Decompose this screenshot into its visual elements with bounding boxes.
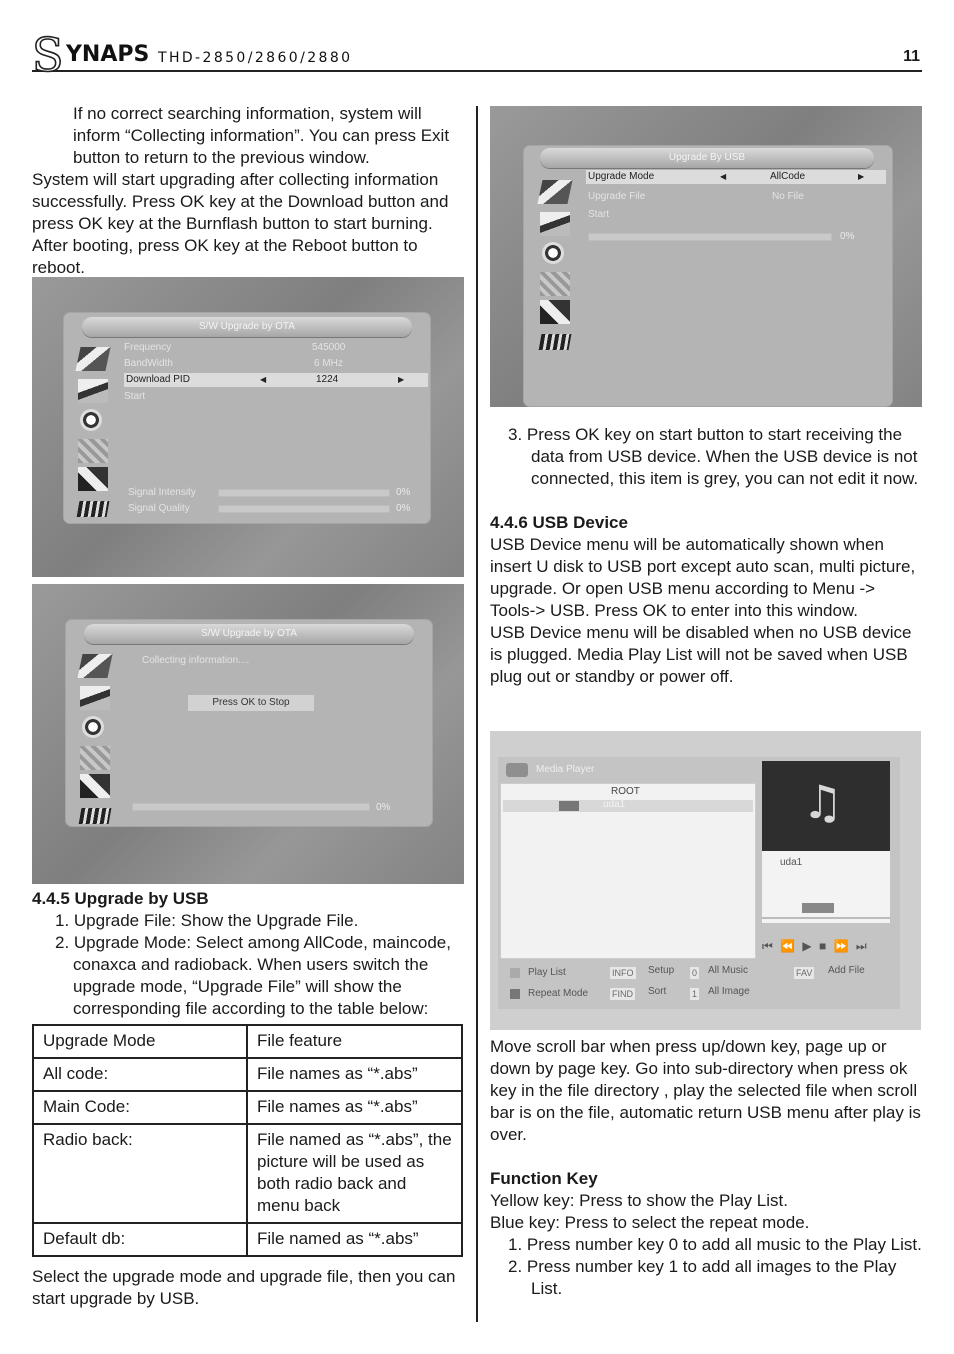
signal-quality-pct: 0% bbox=[396, 503, 411, 514]
table-row bbox=[33, 1091, 462, 1124]
find-key: FIND bbox=[612, 989, 633, 999]
ota-menu-icons bbox=[72, 343, 118, 523]
ota-screenshot bbox=[32, 277, 464, 577]
function-line: Blue key: Press to select the repeat mode. bbox=[490, 1213, 810, 1232]
section-usb-upgrade bbox=[32, 888, 466, 1020]
list-item: 2. Upgrade Mode: Select among AllCode, maincode, conaxca and radioback. When users switch the upgrade mode, “Upgrade File” will show the corresponding file according to the table below: bbox=[55, 933, 451, 1018]
legend-sort: Sort bbox=[648, 986, 667, 997]
closing-paragraph: Select the upgrade mode and upgrade file, then you can start upgrade by USB. bbox=[32, 1267, 456, 1308]
tools-icon bbox=[540, 272, 570, 296]
table-header-row bbox=[33, 1025, 462, 1058]
media-player-screenshot bbox=[490, 731, 921, 1030]
signal-intensity-label: Signal Intensity bbox=[128, 487, 196, 498]
left-arrow-icon: ◀ bbox=[260, 375, 267, 384]
blue-key-icon bbox=[510, 989, 520, 999]
file-list[interactable] bbox=[500, 783, 756, 959]
list-item: 1. Press number key 0 to add all music to the Play List. bbox=[508, 1235, 922, 1254]
page-header bbox=[32, 28, 922, 82]
game-icon bbox=[78, 467, 108, 491]
folder-return-icon[interactable] bbox=[802, 903, 834, 913]
ota2-menu-icons bbox=[74, 650, 120, 830]
list-item[interactable]: uda1 bbox=[503, 800, 753, 812]
settings-icon bbox=[542, 242, 564, 264]
info-key: INFO bbox=[612, 968, 634, 978]
usb-device-paragraph: USB Device menu will be disabled when no USB device is plugged. Media Play List will not be saved when USB plug out or standby or power off. bbox=[490, 623, 912, 686]
settings-icon bbox=[82, 716, 104, 738]
page-number: 11 bbox=[903, 48, 920, 65]
intro-indented: If no correct searching information, system will inform “Collecting information”. You can press Exit button to return to the previous window. bbox=[73, 104, 450, 167]
ota-title: S/W Upgrade by OTA bbox=[82, 317, 412, 337]
ota-row-download-pid[interactable]: Download PID ◀ 1224 ▶ bbox=[124, 373, 428, 387]
legend-all-music: All Music bbox=[708, 965, 749, 976]
ota-row-frequency[interactable]: Frequency 545000 bbox=[124, 342, 346, 353]
table-row bbox=[33, 1124, 462, 1223]
usb-title: Upgrade By USB bbox=[540, 148, 874, 168]
picture-icon bbox=[537, 180, 572, 204]
settings-icon bbox=[80, 409, 102, 431]
table-cell: File names as “*.abs” bbox=[247, 1058, 462, 1091]
logo-initial: S bbox=[32, 28, 64, 82]
signal-intensity-bar bbox=[218, 489, 390, 497]
signal-intensity-pct: 0% bbox=[396, 487, 411, 498]
media-icon bbox=[79, 808, 112, 824]
section-title-usb-device: 4.4.6 USB Device bbox=[490, 513, 628, 532]
table-cell: Main Code: bbox=[33, 1091, 247, 1124]
legend-repeat-mode: Repeat Mode bbox=[528, 988, 589, 999]
usb-row-upgrade-mode[interactable]: Upgrade Mode ◀ AllCode ▶ bbox=[586, 170, 886, 184]
music-note-icon: ♫ bbox=[802, 775, 844, 829]
legend-add-file: Add File bbox=[828, 965, 865, 976]
media-icon bbox=[539, 334, 572, 350]
usb-menu-icons bbox=[534, 176, 580, 356]
navigation-paragraph: Move scroll bar when press up/down key, page up or down by page key. Go into sub-directory when press ok key in the file directory , play the selected file when scroll bar is on the file, automatic return USB menu after play is over. bbox=[490, 1037, 921, 1144]
usb-upgrade-screenshot bbox=[490, 106, 922, 407]
ota2-title: S/W Upgrade by OTA bbox=[84, 624, 414, 644]
ota2-progress-pct: 0% bbox=[376, 802, 391, 813]
list-item: 2. Press number key 1 to add all images to the Play List. bbox=[508, 1257, 897, 1298]
picture-icon bbox=[77, 654, 112, 678]
satellite-icon bbox=[78, 379, 108, 403]
yellow-key-icon bbox=[510, 968, 520, 978]
signal-quality-label: Signal Quality bbox=[128, 503, 190, 514]
logo-wordmark: YNAPS bbox=[66, 42, 150, 67]
current-directory: ROOT bbox=[611, 786, 640, 797]
usb-progress-bar bbox=[588, 233, 832, 241]
folder-icon bbox=[559, 801, 579, 811]
ota-row-bandwidth[interactable]: BandWidth 6 MHz bbox=[124, 358, 343, 369]
upgrade-mode-table bbox=[32, 1024, 463, 1257]
list-item: 1. Upgrade File: Show the Upgrade File. bbox=[55, 911, 359, 930]
right-text-upper bbox=[490, 424, 922, 688]
tools-icon bbox=[80, 746, 110, 770]
media-icon bbox=[77, 501, 110, 517]
game-icon bbox=[80, 774, 110, 798]
ota2-osd-panel bbox=[66, 620, 432, 826]
function-key-title: Function Key bbox=[490, 1169, 598, 1188]
table-cell: Default db: bbox=[33, 1223, 247, 1256]
picture-icon bbox=[75, 347, 110, 371]
table-header-cell: File feature bbox=[247, 1025, 462, 1058]
legend-setup: Setup bbox=[648, 965, 675, 976]
satellite-icon bbox=[540, 212, 570, 236]
left-intro bbox=[32, 103, 466, 279]
table-cell: File named as “*.abs”, the picture will be used as both radio back and menu back bbox=[247, 1124, 462, 1223]
ota2-progress-bar bbox=[132, 803, 370, 811]
usb-device-paragraph: USB Device menu will be automatically shown when insert U disk to USB port except auto scan, multi picture, upgrade. Or open USB menu according to Menu -> Tools-> USB. Press OK to enter into this window. bbox=[490, 535, 916, 620]
file-info-panel bbox=[762, 851, 890, 923]
table-cell: All code: bbox=[33, 1058, 247, 1091]
right-text-lower bbox=[490, 1036, 922, 1300]
table-header-cell: Upgrade Mode bbox=[33, 1025, 247, 1058]
ota-collecting-screenshot bbox=[32, 584, 464, 884]
table-row bbox=[33, 1223, 462, 1256]
game-icon bbox=[540, 300, 570, 324]
legend-all-image: All Image bbox=[708, 986, 750, 997]
media-player-title: Media Player bbox=[536, 764, 595, 775]
table-cell: File names as “*.abs” bbox=[247, 1091, 462, 1124]
right-arrow-icon: ▶ bbox=[398, 375, 405, 384]
media-player-icon bbox=[506, 763, 528, 777]
playback-controls[interactable]: ⏮ ⏪ ▶ ■ ⏩ ⏭ bbox=[762, 939, 869, 953]
album-art bbox=[762, 761, 890, 851]
section-title-upgrade-usb: 4.4.5 Upgrade by USB bbox=[32, 889, 209, 908]
press-ok-to-stop-button[interactable]: Press OK to Stop bbox=[188, 695, 314, 711]
usb-row-upgrade-file[interactable]: Upgrade File No File bbox=[588, 191, 804, 202]
collecting-status: Collecting information.... bbox=[142, 655, 250, 666]
satellite-icon bbox=[80, 686, 110, 710]
table-cell: Radio back: bbox=[33, 1124, 247, 1223]
legend-play-list: Play List bbox=[528, 967, 566, 978]
usb-progress-pct: 0% bbox=[840, 231, 855, 242]
list-item: 3. Press OK key on start button to start receiving the data from USB device. When the USB device is not connected, this item is grey, you can not edit it now. bbox=[508, 425, 919, 488]
signal-quality-bar bbox=[218, 505, 390, 513]
intro-paragraph: System will start upgrading after collecting information successfully. Press OK key at the Download button and press OK key at the Burnflash button to start burning. After booting, press OK key at the Reboot button to reboot. bbox=[32, 170, 449, 277]
left-arrow-icon: ◀ bbox=[720, 172, 727, 181]
selected-file-name: uda1 bbox=[780, 857, 803, 868]
table-cell: File named as “*.abs” bbox=[247, 1223, 462, 1256]
key-1: 1 bbox=[692, 989, 698, 999]
function-line: Yellow key: Press to show the Play List. bbox=[490, 1191, 788, 1210]
table-row bbox=[33, 1058, 462, 1091]
fav-key: FAV bbox=[796, 968, 813, 978]
right-arrow-icon: ▶ bbox=[858, 172, 865, 181]
usb-row-start[interactable]: Start bbox=[588, 209, 610, 220]
ota-row-start[interactable]: Start bbox=[124, 391, 146, 402]
key-0: 0 bbox=[692, 968, 698, 978]
model-number: THD-2850/2860/2880 bbox=[158, 50, 353, 66]
tools-icon bbox=[78, 439, 108, 463]
column-divider bbox=[476, 106, 478, 1322]
